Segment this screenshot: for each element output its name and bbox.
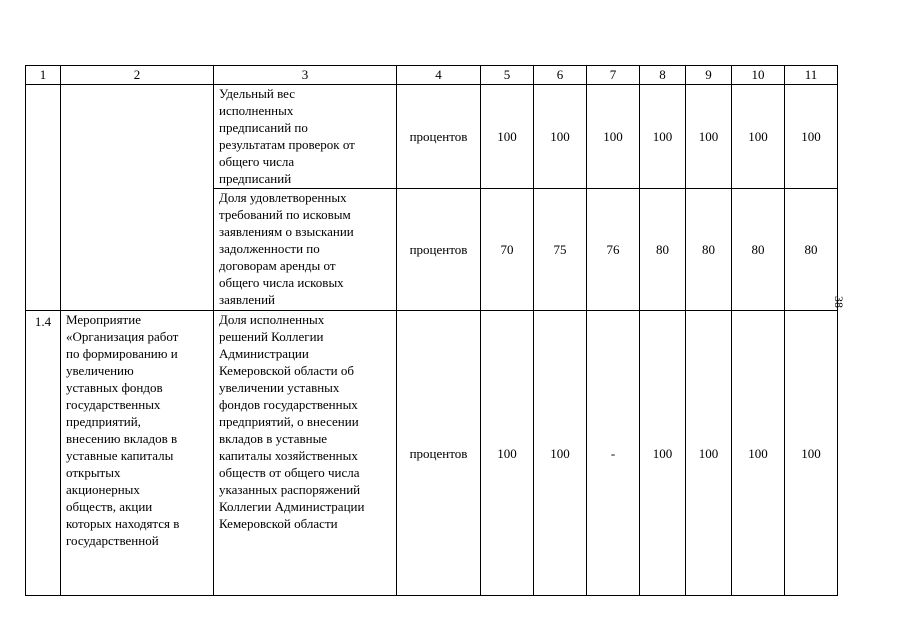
value-cell: 100 (686, 311, 732, 596)
value-cell: 100 (732, 311, 785, 596)
row-number-cell (26, 85, 61, 311)
unit-cell: процентов (397, 189, 481, 311)
event-cell: Мероприятие «Организация работ по формированию и увеличению уставных фондов государственных предприятий, внесению вкладов в уставные капиталы открытых акционерных обществ, акции которых находятся в государственной (61, 311, 214, 596)
value-cell: 100 (587, 85, 640, 189)
header-cell: 2 (61, 66, 214, 85)
header-cell: 6 (534, 66, 587, 85)
value-cell: 100 (534, 311, 587, 596)
value-cell: 80 (785, 189, 838, 311)
value-cell: 70 (481, 189, 534, 311)
value-cell: 100 (640, 311, 686, 596)
header-cell: 7 (587, 66, 640, 85)
header-cell: 4 (397, 66, 481, 85)
value-cell: 100 (732, 85, 785, 189)
header-cell: 9 (686, 66, 732, 85)
unit-cell: процентов (397, 85, 481, 189)
value-cell: 100 (785, 311, 838, 596)
value-cell: 76 (587, 189, 640, 311)
value-cell: 100 (785, 85, 838, 189)
row-number-cell: 1.4 (26, 311, 61, 596)
table-row (26, 85, 838, 189)
indicator-cell: Доля исполненных решений Коллегии Администрации Кемеровской области об увеличении уставных фондов государственных предприятий, о внесении вкладов в уставные капиталы хозяйственных обществ от общего числа указанных распоряжений Коллегии Администрации Кемеровской области (214, 311, 397, 596)
page-number: 38 (832, 296, 846, 308)
value-cell: 100 (640, 85, 686, 189)
event-cell (61, 85, 214, 311)
value-cell: 100 (481, 85, 534, 189)
header-cell: 8 (640, 66, 686, 85)
unit-cell: процентов (397, 311, 481, 596)
header-cell: 11 (785, 66, 838, 85)
value-cell: 80 (686, 189, 732, 311)
table-row (26, 311, 838, 596)
header-cell: 5 (481, 66, 534, 85)
value-cell: 100 (481, 311, 534, 596)
value-cell: 80 (640, 189, 686, 311)
value-cell: 100 (686, 85, 732, 189)
value-cell: 100 (534, 85, 587, 189)
header-cell: 3 (214, 66, 397, 85)
header-cell: 1 (26, 66, 61, 85)
indicators-table (25, 65, 838, 596)
value-cell: 75 (534, 189, 587, 311)
value-cell: - (587, 311, 640, 596)
header-cell: 10 (732, 66, 785, 85)
indicator-cell: Доля удовлетворенных требований по исковым заявлениям о взыскании задолженности по договорам аренды от общего числа исковых заявлений (214, 189, 397, 311)
value-cell: 80 (732, 189, 785, 311)
table-header-row (26, 66, 838, 85)
indicator-cell: Удельный вес исполненных предписаний по результатам проверок от общего числа предписаний (214, 85, 397, 189)
